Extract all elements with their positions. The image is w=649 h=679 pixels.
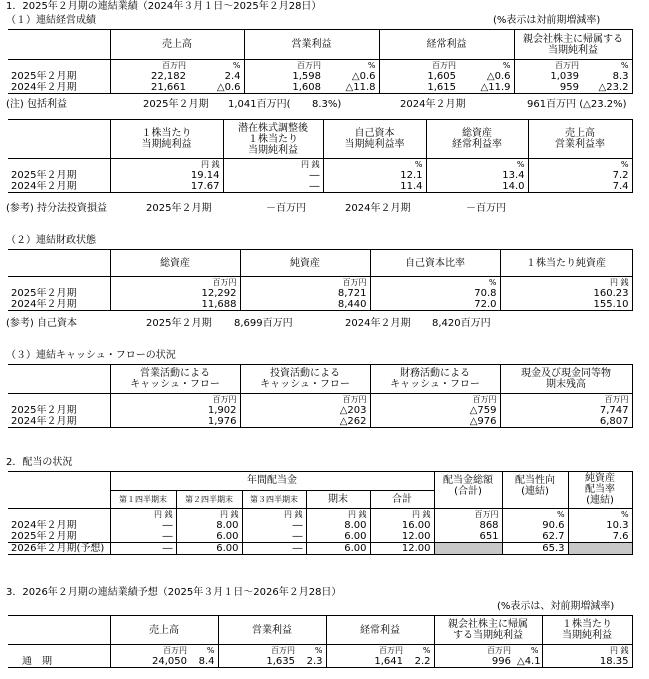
section-2-heading: （２）連結財政状態	[6, 235, 96, 246]
header-investing-cf: 投資活動による キャッシュ・フロー	[240, 365, 370, 394]
cell: 7.2	[528, 170, 632, 181]
header-forecast-operating: 営業利益	[218, 616, 326, 645]
cell: ―	[242, 543, 306, 555]
cell: 1,039	[514, 71, 582, 82]
cell: 62.7	[502, 531, 568, 543]
cell: 8.3	[582, 71, 632, 82]
table-row	[8, 71, 632, 82]
comprehensive-label: (注) 包括利益	[6, 99, 67, 110]
cell: ―	[110, 543, 176, 555]
table-row	[8, 181, 632, 193]
cell: 1,976	[110, 416, 240, 428]
row-label: 2025年２月期	[11, 405, 77, 416]
unit-cell: %	[502, 509, 568, 521]
cell: 8.00	[176, 520, 242, 531]
cell: 8.4	[190, 656, 218, 668]
cell: 868	[434, 520, 502, 531]
header-total-assets: 総資産	[110, 250, 240, 277]
cell: △0.6	[351, 71, 376, 82]
header-roa: 総資産 経常利益率	[426, 120, 528, 159]
cell: 12,292	[110, 288, 240, 299]
header-q1: 第１四半期末	[110, 490, 176, 509]
unit-cell: 百万円	[240, 394, 370, 406]
unit-cell: 百万円	[240, 277, 370, 289]
header-sales: 売上高	[110, 30, 244, 60]
unit-cell: 百万円	[110, 645, 190, 657]
cell: 1,608	[244, 82, 324, 94]
cell: 1,605	[379, 71, 459, 82]
own-capital-value1: 8,699百万円	[234, 318, 293, 329]
unit-cell: %	[190, 645, 218, 657]
row-label: 2026年２月期(予想)	[8, 543, 110, 555]
unit-cell: %	[582, 60, 632, 72]
cell: △759	[370, 405, 500, 416]
row-label: 2024年２月期	[8, 299, 110, 311]
unit-cell: %	[459, 60, 514, 72]
cell: 1,598	[244, 71, 324, 82]
unit-cell: 百万円	[326, 645, 406, 657]
cell: ―	[242, 531, 306, 543]
cell: 2.4	[224, 71, 241, 82]
unit-cell: %	[528, 159, 632, 171]
cell: 12.1	[323, 170, 426, 181]
header-operating-profit: 営業利益	[244, 30, 379, 60]
cell: ―	[110, 531, 176, 543]
header-annual-dividend: 年間配当金	[110, 472, 434, 491]
cell: 160.23	[500, 288, 632, 299]
cell: 155.10	[500, 299, 632, 311]
header-diluted-eps: 潜在株式調整後 １株当たり 当期純利益	[223, 120, 323, 159]
comprehensive-year2: 2024年２月期	[400, 99, 466, 110]
cell: 6.00	[306, 543, 370, 555]
cell: 17.67	[110, 181, 223, 193]
row-label: 2024年２月期	[8, 181, 110, 193]
cell: 12.00	[370, 531, 434, 543]
unit-cell: 百万円	[244, 60, 324, 72]
cell: ―	[110, 520, 176, 531]
table-row	[8, 405, 632, 416]
own-capital-year2: 2024年２月期	[345, 318, 411, 329]
cell: 7.4	[528, 181, 632, 193]
unit-cell: 百万円	[434, 509, 502, 521]
header-doe: 純資産 配当率 (連結)	[568, 472, 632, 509]
unit-cell: 百万円	[218, 645, 298, 657]
header-forecast-eps: １株当たり 当期純利益	[542, 616, 632, 645]
header-total-dividend: 配当金総額 (合計)	[434, 472, 502, 509]
header-q2: 第２四半期末	[176, 490, 242, 509]
table-row	[8, 656, 632, 668]
header-total: 合計	[370, 490, 434, 509]
table-row	[8, 543, 632, 555]
unit-cell: 円 銭	[306, 509, 370, 521]
unit-cell: 円 銭	[110, 509, 176, 521]
table-row	[8, 416, 632, 428]
section-1-heading: （１）連結経営成績	[6, 15, 96, 26]
row-label: 2024年２月期	[11, 520, 77, 531]
forecast-heading: 3．2026年２月期の連結業績予想（2025年３月１日～2026年２月28日）	[6, 587, 342, 598]
cell: 959	[514, 82, 582, 94]
unit-cell: 百万円	[514, 60, 582, 72]
cell: 6,807	[500, 416, 632, 428]
table-row	[8, 520, 632, 531]
forecast-table	[8, 615, 633, 668]
header-year-end: 期末	[306, 490, 370, 509]
header-net-assets: 純資産	[240, 250, 370, 277]
cell: △11.8	[324, 82, 379, 94]
header-financing-cf: 財務活動による キャッシュ・フロー	[370, 365, 500, 394]
cell: △0.6	[486, 71, 511, 82]
cell: △262	[240, 416, 370, 428]
cell: 8,440	[240, 299, 370, 311]
unit-cell: %	[323, 159, 426, 171]
unit-cell: 百万円	[379, 60, 459, 72]
cell: 70.8	[370, 288, 500, 299]
cell: 16.00	[370, 520, 434, 531]
cell: 12.00	[370, 543, 434, 555]
equity-method-value2: －百万円	[466, 203, 506, 214]
equity-method-value1: －百万円	[266, 203, 306, 214]
cell: 6.00	[306, 531, 370, 543]
equity-method-label: (参考) 持分法投資損益	[6, 203, 107, 214]
row-label: 通 期	[8, 656, 110, 668]
unit-cell: %	[298, 645, 326, 657]
cell: 8.00	[306, 520, 370, 531]
cell: 996	[434, 656, 514, 668]
cell: 11.4	[323, 181, 426, 193]
equity-method-year1: 2025年２月期	[146, 203, 212, 214]
cell: 18.35	[542, 656, 632, 668]
cell: △23.2	[582, 82, 632, 94]
unit-cell: 円 銭	[542, 645, 632, 657]
cell: 8,721	[240, 288, 370, 299]
unit-cell: 百万円	[110, 60, 189, 72]
row-label: 2025年２月期	[11, 288, 77, 299]
unit-cell: 円 銭	[242, 509, 306, 521]
section-1-note: (%表示は対前期増減率)	[493, 15, 601, 26]
table-row	[8, 82, 632, 94]
cell: △976	[370, 416, 500, 428]
cell	[434, 543, 502, 555]
unit-cell: 百万円	[110, 277, 240, 289]
cell: 19.14	[110, 170, 223, 181]
cell: 24,050	[110, 656, 190, 668]
header-bps: １株当たり純資産	[500, 250, 632, 277]
header-ordinary-profit: 経常利益	[379, 30, 514, 60]
cell: 22,182	[110, 71, 189, 82]
page-title: 1．2025年２月期の連結業績（2024年３月１日～2025年２月28日）	[6, 1, 322, 12]
cell: 72.0	[370, 299, 500, 311]
unit-cell: 円 銭	[370, 509, 434, 521]
row-label: 2025年２月期	[11, 531, 77, 542]
own-capital-value2: 8,420百万円	[432, 318, 491, 329]
unit-cell: 円 銭	[223, 159, 323, 171]
comprehensive-year1: 2025年２月期	[143, 99, 209, 110]
cell: 90.6	[502, 520, 568, 531]
cell: 6.00	[176, 531, 242, 543]
cell: 1,641	[326, 656, 406, 668]
cell: 1,902	[110, 405, 240, 416]
cell: ―	[223, 170, 323, 181]
equity-method-year2: 2024年２月期	[345, 203, 411, 214]
header-forecast-sales: 売上高	[110, 616, 218, 645]
cell: ―	[242, 520, 306, 531]
header-equity-ratio: 自己資本比率	[370, 250, 500, 277]
header-roe: 自己資本 当期純利益率	[323, 120, 426, 159]
header-cash-balance: 現金及び現金同等物 期末残高	[500, 365, 632, 394]
header-net-income: 親会社株主に帰属する 当期純利益	[514, 30, 632, 60]
dividend-table	[8, 471, 633, 555]
unit-cell: %	[514, 645, 542, 657]
header-eps: １株当たり 当期純利益	[110, 120, 223, 159]
dividend-heading: 2．配当の状況	[6, 457, 73, 468]
own-capital-label: (参考) 自己資本	[6, 318, 77, 329]
row-label: 2025年２月期	[11, 170, 77, 181]
unit-cell: 百万円	[500, 394, 632, 406]
header-q3: 第３四半期末	[242, 490, 306, 509]
row-label: 2025年２月期	[11, 71, 77, 82]
unit-cell: %	[370, 277, 500, 289]
unit-cell: 百万円	[110, 394, 240, 406]
section-3-heading: （３）連結キャッシュ・フローの状況	[6, 350, 176, 361]
own-capital-year1: 2025年２月期	[146, 318, 212, 329]
unit-cell: %	[568, 509, 632, 521]
cell: 651	[434, 531, 502, 543]
cell: 10.3	[568, 520, 632, 531]
cell	[568, 543, 632, 555]
cell: △11.9	[459, 82, 514, 94]
cell: △4.1	[514, 656, 542, 668]
unit-cell: %	[324, 60, 379, 72]
table-row	[8, 531, 632, 543]
cash-flow-table	[8, 364, 633, 428]
comprehensive-pct1: 8.3%)	[312, 99, 342, 110]
comprehensive-value1: 1,041百万円(	[228, 99, 291, 110]
cell: 14.0	[426, 181, 528, 193]
financial-position-table	[8, 249, 633, 311]
unit-cell: %	[406, 645, 434, 657]
cell: 21,661	[110, 82, 189, 94]
cell: △0.6	[189, 82, 244, 94]
unit-cell: 円 銭	[110, 159, 223, 171]
header-operating-cf: 営業活動による キャッシュ・フロー	[110, 365, 240, 394]
per-share-table	[8, 119, 633, 193]
header-margin: 売上高 営業利益率	[528, 120, 632, 159]
unit-cell: 百万円	[434, 645, 514, 657]
cell: △203	[240, 405, 370, 416]
table-row	[8, 170, 632, 181]
cell: 11,688	[110, 299, 240, 311]
cell: ―	[223, 181, 323, 193]
comprehensive-value2: 961百万円 (△23.2%)	[527, 99, 627, 110]
cell: 1,615	[379, 82, 459, 94]
cell: 2.2	[406, 656, 434, 668]
unit-cell: 円 銭	[176, 509, 242, 521]
unit-cell: %	[189, 60, 244, 72]
row-label: 2024年２月期	[8, 416, 110, 428]
cell: 6.00	[176, 543, 242, 555]
cell: 2.3	[298, 656, 326, 668]
cell: 13.4	[426, 170, 528, 181]
table-row	[8, 288, 632, 299]
cell: 7,747	[500, 405, 632, 416]
cell: 65.3	[502, 543, 568, 555]
table-row	[8, 299, 632, 311]
unit-cell: %	[426, 159, 528, 171]
header-payout-ratio: 配当性向 (連結)	[502, 472, 568, 509]
unit-cell: 円 銭	[500, 277, 632, 289]
header-forecast-ordinary: 経常利益	[326, 616, 434, 645]
operating-results-table	[8, 29, 633, 94]
cell: 7.6	[568, 531, 632, 543]
header-forecast-net: 親会社株主に帰属 する当期純利益	[434, 616, 542, 645]
row-label: 2024年２月期	[8, 82, 110, 94]
forecast-note: (%表示は、対前期増減率)	[497, 601, 615, 612]
cell: 1,635	[218, 656, 298, 668]
unit-cell: 百万円	[370, 394, 500, 406]
